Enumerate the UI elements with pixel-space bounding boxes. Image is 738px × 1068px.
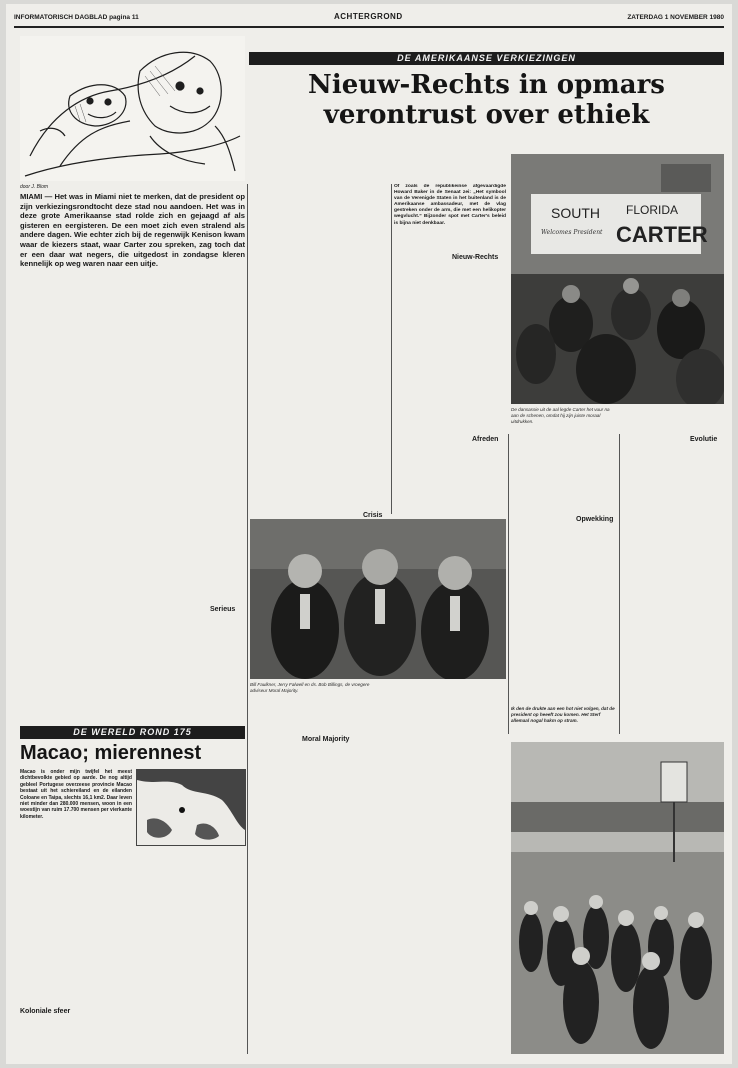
headline-line-2: verontrust over ethiek	[323, 100, 650, 130]
subhead-afreden: Afreden	[472, 436, 499, 443]
column-rule-2	[391, 184, 392, 514]
article-lede: MIAMI — Het was in Miami niet te merken, dat de president op zijn verkiezingsrondtocht deze stad nou aandoen. Het was in deze grote Amerikaanse stad rolde zich en gejaagd af als gisteren en eergisteren. De een moet zich even stralend als andere dagen. Wie echter zich bij de regenwijk Kenison kwam waar de kiezers staat, waar Carter zou spreken, zag toch dat er een daar wat negers, die uitgedost in zondagse kleren kennelijk op weg waren naar een uitje.	[20, 192, 245, 269]
section-name: ACHTERGROND	[334, 12, 403, 21]
column-1-body	[20, 372, 245, 602]
column-3-body-top	[394, 154, 506, 182]
subhead-crisis: Crisis	[363, 512, 383, 519]
sidebar-headline: Macao; mierennest	[20, 742, 202, 764]
headline-line-1: Nieuw-Rechts in opmars	[308, 70, 665, 100]
cartoon-illustration	[20, 36, 245, 181]
newspaper-page	[6, 4, 732, 1064]
sidebar-subhead: Koloniale sfeer	[20, 1008, 71, 1015]
column-rule-4	[619, 434, 620, 734]
article-kicker: DE AMERIKAANSE VERKIEZINGEN	[249, 52, 724, 65]
pullquote: Ik den de drukte aan een hot niet volgen, dat de president op heeeft zou komen. Het Sterf allemaal nogal hakm op stram.	[511, 706, 615, 723]
page-header	[14, 12, 724, 26]
article-headline	[249, 70, 724, 130]
header-left: INFORMATORISCH DAGBLAD pagina 11	[14, 14, 139, 21]
caption-photo-1: De dansassie uit de aal legde Carter het vuur na aan de schenen, omdat hij zijn juiste moraal uitdrukken.	[511, 407, 610, 424]
column-4b-body-2	[511, 526, 617, 706]
banner-text-welcome: Welcomes President	[541, 229, 603, 236]
photo-group	[250, 519, 506, 679]
column-4b-body	[511, 436, 617, 516]
subhead-serieus: Serieus	[210, 606, 236, 613]
subhead-moral-majority: Moral Majority	[302, 736, 350, 743]
sidebar-body-3	[136, 849, 244, 1054]
photo-carter-rally	[511, 154, 724, 404]
subhead-nieuw-rechts: Nieuw-Rechts	[452, 254, 499, 261]
header-date: ZATERDAG 1 NOVEMBER 1980	[627, 14, 724, 21]
column-5-body	[616, 407, 724, 431]
subhead-opwekking: Opwekking	[576, 516, 614, 523]
column-2-body-3	[394, 682, 506, 736]
subhead-evolutie: Evolutie	[690, 436, 718, 443]
column-3-bold: Of zoals de republikeinse afgevaardigde Howard Baker in de Senaat zei: „Het symbool van de Verenigde Staten in het buitenland is de Amerikaanse ambassadeur, met de vlag gestreken onder de arm, die met een helikopter wegvlucht.” Bijzonder spot met Carter's beleid is bijna niet denkbaar.	[394, 184, 506, 226]
column-moral-body	[250, 746, 374, 1052]
macao-map	[136, 769, 246, 846]
header-rule	[14, 26, 724, 28]
column-rule-1	[247, 184, 248, 1054]
banner-text-south: SOUTH	[551, 205, 600, 221]
sidebar-body	[20, 864, 132, 1004]
column-moral-body-2	[378, 746, 506, 1052]
column-2-body	[250, 186, 388, 508]
banner-text-florida: FLORIDA	[626, 203, 679, 217]
sidebar-lede: Macao is onder mijn twijfel het meest dichtbevolkte gebied op aarde. De nog altijd gebleel Portugese overzeese provincie Macao bestaat uit het schiereiland en de eilanden Coloane en Taipa, slechts 16,1 km2. Daar leven niet minder dan 280.000 mensen, woon in een woestijn van ruim 17.700 mensen per vierkante kilometer.	[20, 769, 132, 820]
caption-photo-2: Bill Faulkner, Jerry Falwell en ds. Bob Billings, de vroegere adviseur Moral Majority.	[250, 682, 370, 693]
sidebar-kicker: DE WERELD ROND 175	[20, 726, 245, 739]
sidebar-body-2	[20, 1017, 132, 1055]
cartoon-byline: door J. Blom	[20, 184, 49, 190]
column-6-body	[622, 446, 724, 736]
column-1-body-2	[20, 616, 245, 718]
banner-text-carter: CARTER	[616, 222, 708, 247]
photo-street-crowd	[511, 742, 724, 1054]
column-4-body-top	[394, 446, 506, 516]
column-rule-3	[508, 434, 509, 734]
